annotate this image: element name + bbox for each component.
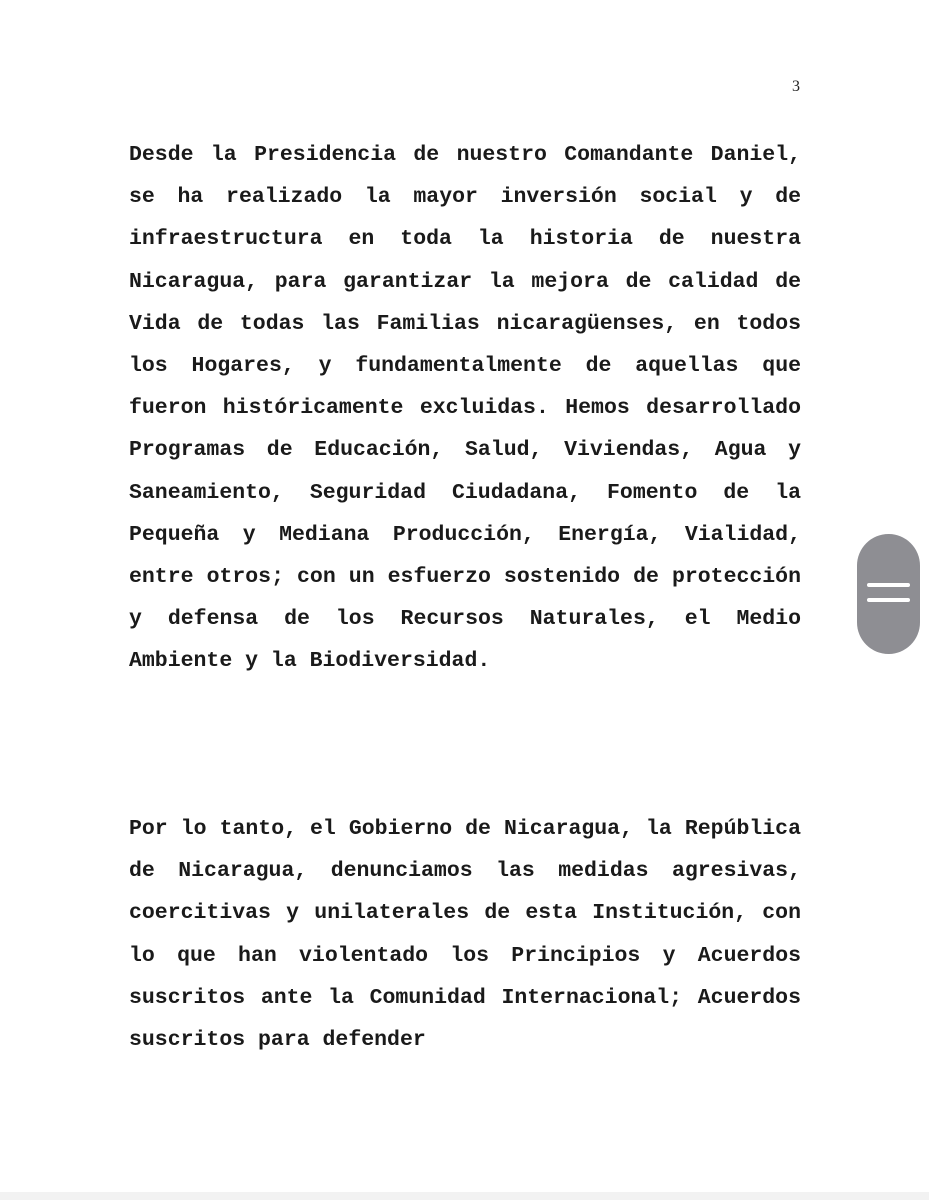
scroll-handle[interactable] bbox=[857, 534, 920, 654]
bottom-bar bbox=[0, 1192, 929, 1200]
paragraph-1: Desde la Presidencia de nuestro Comandante Daniel, se ha realizado la mayor inversión social y de infraestructura en toda la historia de nuestra Nicaragua, para garantizar la mejora de calidad de Vida de todas las Familias nicaragüenses, en todos los Hogares, y fundamentalmente de aquellas que fueron históricamente excluidas. Hemos desarrollado Programas de Educación, Salud, Viviendas, Agua y Saneamiento, Seguridad Ciudadana, Fomento de la Pequeña y Mediana Producción, Energía, Vialidad, entre otros; con un esfuerzo sostenido de protección y defensa de los Recursos Naturales, el Medio Ambiente y la Biodiversidad. bbox=[129, 143, 801, 674]
drag-handle-icon bbox=[867, 583, 910, 587]
page-number: 3 bbox=[792, 78, 800, 95]
paragraph-2: Por lo tanto, el Gobierno de Nicaragua, la República de Nicaragua, denunciamos las medidas agresivas, coercitivas y unilaterales de esta Institución, con lo que han violentado los Principios y Acuerdos suscritos ante la Comunidad Internacional; Acuerdos suscritos para defender bbox=[129, 817, 801, 1053]
drag-handle-icon bbox=[867, 598, 910, 602]
